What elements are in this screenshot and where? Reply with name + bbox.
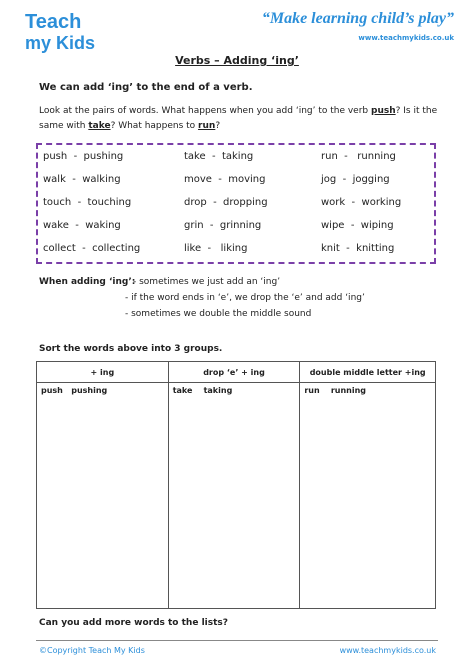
question-text: Look at the pairs of words. What happens when you add ‘ing’ to the verb push? Is it the same with take? What happens to run? xyxy=(39,106,438,131)
rule-item: - if the word ends in ‘e’, we drop the ‘e’ and add ‘ing’ xyxy=(125,293,365,303)
copyright: ©Copyright Teach My Kids xyxy=(39,646,145,655)
column-add-ing[interactable] xyxy=(37,383,169,609)
word-pair: drop - dropping xyxy=(184,197,268,208)
example-entry: run running xyxy=(304,386,367,395)
word-pair: wake - waking xyxy=(43,220,121,231)
header-website: www.teachmykids.co.uk xyxy=(358,34,454,42)
rules-label: When adding ‘ing’: xyxy=(39,277,136,287)
word-pair: jog - jogging xyxy=(321,174,390,185)
word-pair: work - working xyxy=(321,197,402,208)
intro-text: We can add ‘ing’ to the end of a verb. xyxy=(39,82,253,93)
word-pair: take - taking xyxy=(184,151,254,162)
column-header-drop-e: drop ‘e’ + ing xyxy=(168,362,300,383)
svg-text:my Kids: my Kids xyxy=(25,33,96,53)
column-double-letter[interactable] xyxy=(300,383,436,609)
sort-table xyxy=(36,361,436,609)
more-words-question: Can you add more words to the lists? xyxy=(39,618,228,628)
word-pair: run - running xyxy=(321,151,396,162)
svg-text:Teach: Teach xyxy=(25,11,82,33)
word-pair: like - liking xyxy=(184,243,248,254)
sort-instruction: Sort the words above into 3 groups. xyxy=(39,344,223,354)
word-push: push xyxy=(371,106,396,116)
column-header-double-letter: double middle letter +ing xyxy=(300,362,436,383)
example-entry: push pushing xyxy=(41,386,108,395)
rule-item: - sometimes we just add an ‘ing’ xyxy=(133,277,281,287)
word-run: run xyxy=(198,121,216,131)
rule-item: - sometimes we double the middle sound xyxy=(125,309,312,319)
footer-website[interactable]: www.teachmykids.co.uk xyxy=(339,646,436,655)
word-pair: touch - touching xyxy=(43,197,132,208)
footer-divider xyxy=(36,640,438,641)
column-drop-e[interactable] xyxy=(168,383,300,609)
example-entry: take taking xyxy=(172,386,233,395)
word-pair: walk - walking xyxy=(43,174,121,185)
tagline: “Make learning child’s play” xyxy=(261,10,454,27)
word-pair: grin - grinning xyxy=(184,220,262,231)
word-pair: wipe - wiping xyxy=(321,220,394,231)
column-header-add-ing: + ing xyxy=(37,362,169,383)
word-pair: collect - collecting xyxy=(43,243,141,254)
teach-my-kids-logo xyxy=(21,8,113,54)
word-take: take xyxy=(88,121,111,131)
page-title: Verbs – Adding ‘ing’ xyxy=(175,54,299,67)
word-pair: knit - knitting xyxy=(321,243,395,254)
word-pair: move - moving xyxy=(184,174,266,185)
word-pair: push - pushing xyxy=(43,151,124,162)
word-pairs-box xyxy=(36,143,436,264)
